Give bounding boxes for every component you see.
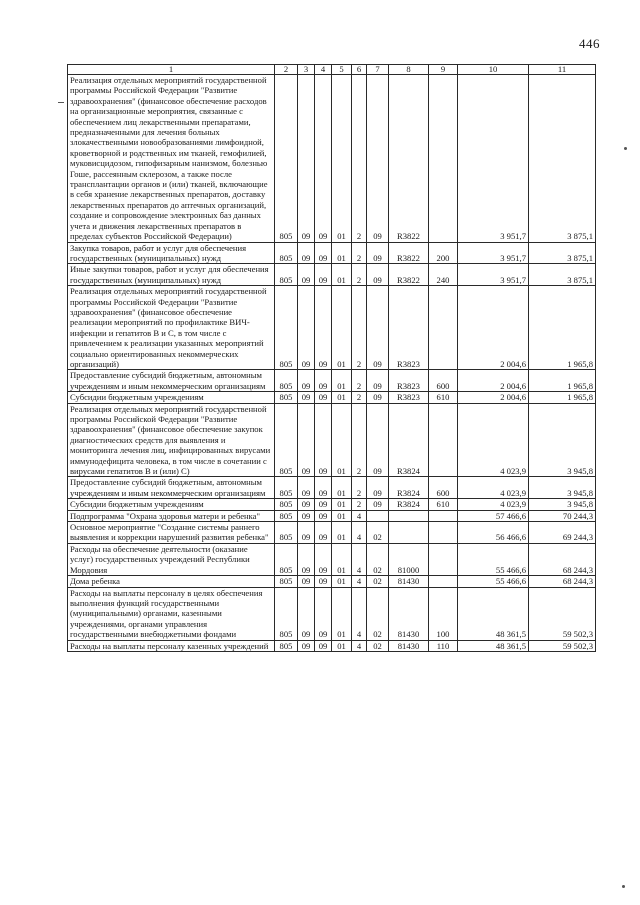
code-cell: R3822 <box>389 75 429 243</box>
row-name-cell: Расходы на обеспечение деятельности (оказание услуг) государственных учреждений Республики Мордовия <box>68 543 275 575</box>
code-cell <box>429 522 458 544</box>
page-number: 446 <box>579 36 600 51</box>
code-cell: 09 <box>315 264 332 286</box>
code-cell: 09 <box>315 242 332 264</box>
code-cell: 09 <box>367 264 389 286</box>
code-cell: 09 <box>367 392 389 403</box>
amount-cell: 2 004,6 <box>458 370 529 392</box>
code-cell: 81000 <box>389 543 429 575</box>
code-cell <box>429 75 458 243</box>
amount-cell: 57 466,6 <box>458 510 529 521</box>
code-cell: 805 <box>275 264 298 286</box>
table-row <box>68 576 596 587</box>
code-cell: 2 <box>352 370 367 392</box>
code-cell: R3824 <box>389 403 429 477</box>
code-cell: 805 <box>275 242 298 264</box>
budget-table <box>67 64 596 652</box>
col-header: 8 <box>389 65 429 75</box>
code-cell: 09 <box>315 403 332 477</box>
code-cell: 805 <box>275 477 298 499</box>
code-cell: 02 <box>367 522 389 544</box>
code-cell: 4 <box>352 543 367 575</box>
amount-cell: 59 502,3 <box>529 640 596 651</box>
col-header: 1 <box>68 65 275 75</box>
row-name-cell: Закупка товаров, работ и услуг для обеспечения государственных (муниципальных) нужд <box>68 242 275 264</box>
table-row <box>68 522 596 544</box>
code-cell: 600 <box>429 477 458 499</box>
code-cell: 09 <box>298 640 315 651</box>
code-cell: R3823 <box>389 286 429 370</box>
code-cell: 100 <box>429 587 458 640</box>
code-cell: 805 <box>275 370 298 392</box>
code-cell: 4 <box>352 510 367 521</box>
code-cell: 09 <box>298 242 315 264</box>
code-cell: 805 <box>275 286 298 370</box>
table-row <box>68 286 596 370</box>
code-cell: 805 <box>275 75 298 243</box>
code-cell: 01 <box>332 403 352 477</box>
code-cell: 4 <box>352 640 367 651</box>
table-row <box>68 75 596 243</box>
code-cell: R3824 <box>389 477 429 499</box>
amount-cell: 3 945,8 <box>529 403 596 477</box>
code-cell: R3822 <box>389 264 429 286</box>
code-cell: 01 <box>332 522 352 544</box>
code-cell: R3824 <box>389 499 429 510</box>
col-header: 7 <box>367 65 389 75</box>
code-cell: 09 <box>315 576 332 587</box>
code-cell: 2 <box>352 75 367 243</box>
code-cell: 09 <box>315 499 332 510</box>
code-cell: 610 <box>429 392 458 403</box>
code-cell: 09 <box>298 75 315 243</box>
code-cell: 805 <box>275 576 298 587</box>
code-cell <box>429 543 458 575</box>
code-cell: 09 <box>298 286 315 370</box>
code-cell: 01 <box>332 640 352 651</box>
col-header: 9 <box>429 65 458 75</box>
code-cell: 09 <box>298 477 315 499</box>
code-cell: 09 <box>315 543 332 575</box>
amount-cell: 1 965,8 <box>529 392 596 403</box>
code-cell: 2 <box>352 286 367 370</box>
table-row <box>68 543 596 575</box>
code-cell: 02 <box>367 587 389 640</box>
table-row <box>68 477 596 499</box>
code-cell: 01 <box>332 392 352 403</box>
amount-cell: 48 361,5 <box>458 587 529 640</box>
scan-speck <box>58 102 64 103</box>
code-cell: 01 <box>332 499 352 510</box>
amount-cell: 3 951,7 <box>458 242 529 264</box>
code-cell: 09 <box>367 75 389 243</box>
amount-cell: 69 244,3 <box>529 522 596 544</box>
code-cell <box>389 510 429 521</box>
code-cell: 110 <box>429 640 458 651</box>
code-cell: 09 <box>367 499 389 510</box>
code-cell: 2 <box>352 392 367 403</box>
row-name-cell: Реализация отдельных мероприятий государственной программы Российской Федерации "Развитие здравоохранения" (финансовое обеспечение закупок диагностических средств для выявления и мониторинга лечения лиц, инфицированных вирусами иммунодефицита человека, в том числе в сочетании с вирусами гепатитов В и (или) С) <box>68 403 275 477</box>
amount-cell: 55 466,6 <box>458 543 529 575</box>
table-body <box>68 75 596 652</box>
amount-cell: 4 023,9 <box>458 499 529 510</box>
amount-cell: 3 951,7 <box>458 264 529 286</box>
code-cell: 09 <box>315 510 332 521</box>
amount-cell: 3 875,1 <box>529 242 596 264</box>
code-cell: 01 <box>332 576 352 587</box>
col-header: 4 <box>315 65 332 75</box>
amount-cell: 3 945,8 <box>529 499 596 510</box>
row-name-cell: Расходы на выплаты персоналу в целях обеспечения выполнения функций государственными (муниципальными) органами, казенными учреждениями, органами управления государственными внебюджетными фондами <box>68 587 275 640</box>
col-header: 5 <box>332 65 352 75</box>
table-row <box>68 264 596 286</box>
code-cell: 09 <box>315 477 332 499</box>
code-cell: 01 <box>332 242 352 264</box>
table-row <box>68 640 596 651</box>
table-row <box>68 403 596 477</box>
code-cell: R3823 <box>389 370 429 392</box>
code-cell: 02 <box>367 543 389 575</box>
col-header: 11 <box>529 65 596 75</box>
table-row <box>68 587 596 640</box>
code-cell: 81430 <box>389 640 429 651</box>
code-cell: 81430 <box>389 587 429 640</box>
code-cell: 09 <box>298 543 315 575</box>
code-cell: 09 <box>298 264 315 286</box>
row-name-cell: Подпрограмма "Охрана здоровья матери и ребенка" <box>68 510 275 521</box>
code-cell: 01 <box>332 587 352 640</box>
col-header: 6 <box>352 65 367 75</box>
code-cell: 4 <box>352 522 367 544</box>
code-cell: 09 <box>315 640 332 651</box>
code-cell: 4 <box>352 576 367 587</box>
amount-cell: 1 965,8 <box>529 370 596 392</box>
amount-cell: 2 004,6 <box>458 286 529 370</box>
code-cell: 01 <box>332 477 352 499</box>
code-cell: 02 <box>367 640 389 651</box>
code-cell: 4 <box>352 587 367 640</box>
amount-cell: 3 951,7 <box>458 75 529 243</box>
row-name-cell: Реализация отдельных мероприятий государственной программы Российской Федерации "Развитие здравоохранения" (финансовое обеспечение реализации мероприятий по профилактике ВИЧ-инфекции и гепатитов В и С, в том числе с привлечением к реализации указанных мероприятий социально ориентированных некоммерческих организаций) <box>68 286 275 370</box>
amount-cell: 3 875,1 <box>529 75 596 243</box>
code-cell <box>389 522 429 544</box>
code-cell: 09 <box>367 403 389 477</box>
table-row <box>68 499 596 510</box>
table-row <box>68 510 596 521</box>
code-cell: 09 <box>298 587 315 640</box>
code-cell: 09 <box>367 286 389 370</box>
code-cell: 2 <box>352 242 367 264</box>
code-cell: 09 <box>315 75 332 243</box>
amount-cell: 2 004,6 <box>458 392 529 403</box>
code-cell <box>429 576 458 587</box>
code-cell: 805 <box>275 543 298 575</box>
code-cell: 240 <box>429 264 458 286</box>
code-cell: 09 <box>298 510 315 521</box>
table-row <box>68 370 596 392</box>
code-cell: 805 <box>275 403 298 477</box>
code-cell: 02 <box>367 576 389 587</box>
code-cell: 09 <box>315 587 332 640</box>
code-cell: 09 <box>367 242 389 264</box>
code-cell: 09 <box>315 522 332 544</box>
code-cell: 2 <box>352 499 367 510</box>
amount-cell: 3 945,8 <box>529 477 596 499</box>
amount-cell: 55 466,6 <box>458 576 529 587</box>
code-cell: 09 <box>298 392 315 403</box>
amount-cell: 4 023,9 <box>458 403 529 477</box>
code-cell: 01 <box>332 510 352 521</box>
code-cell: R3822 <box>389 242 429 264</box>
code-cell: 09 <box>298 370 315 392</box>
row-name-cell: Расходы на выплаты персоналу казенных учреждений <box>68 640 275 651</box>
code-cell: 01 <box>332 286 352 370</box>
code-cell: 01 <box>332 264 352 286</box>
code-cell: 01 <box>332 543 352 575</box>
scan-speck <box>622 885 625 888</box>
row-name-cell: Субсидии бюджетным учреждениям <box>68 499 275 510</box>
amount-cell: 48 361,5 <box>458 640 529 651</box>
code-cell: 81430 <box>389 576 429 587</box>
row-name-cell: Реализация отдельных мероприятий государственной программы Российской Федерации "Развитие здравоохранения" (финансовое обеспечение расходов на организационные мероприятия, связанные с обеспечением лиц лекарственными препаратами, предназначенными для лечения больных злокачественными новообразованиями лимфоидной, кроветворной и родственных им тканей, гемофилией, муковисцидозом, гипофизарным нанизмом, болезнью Гоше, рассеянным склерозом, а также после трансплантации органов и (или) тканей, включающие в себя хранение лекарственных препаратов, доставку лекарственных препаратов до аптечных организаций, создание и сопровождение электронных баз данных учета и движения лекарственных препаратов в пределах субъектов Российской Федерации) <box>68 75 275 243</box>
code-cell: 2 <box>352 264 367 286</box>
code-cell: 805 <box>275 392 298 403</box>
code-cell: 09 <box>298 403 315 477</box>
code-cell: 610 <box>429 499 458 510</box>
row-name-cell: Иные закупки товаров, работ и услуг для обеспечения государственных (муниципальных) нужд <box>68 264 275 286</box>
row-name-cell: Предоставление субсидий бюджетным, автономным учреждениям и иным некоммерческим организациям <box>68 477 275 499</box>
table-row <box>68 242 596 264</box>
col-header: 2 <box>275 65 298 75</box>
row-name-cell: Дома ребенка <box>68 576 275 587</box>
code-cell <box>429 510 458 521</box>
code-cell: 09 <box>315 286 332 370</box>
col-header: 3 <box>298 65 315 75</box>
code-cell: 09 <box>367 370 389 392</box>
amount-cell: 59 502,3 <box>529 587 596 640</box>
code-cell: 09 <box>315 392 332 403</box>
amount-cell: 3 875,1 <box>529 264 596 286</box>
code-cell <box>367 510 389 521</box>
code-cell: 2 <box>352 477 367 499</box>
code-cell: R3823 <box>389 392 429 403</box>
amount-cell: 68 244,3 <box>529 543 596 575</box>
code-cell: 2 <box>352 403 367 477</box>
row-name-cell: Субсидии бюджетным учреждениям <box>68 392 275 403</box>
amount-cell: 68 244,3 <box>529 576 596 587</box>
code-cell <box>429 403 458 477</box>
code-cell: 805 <box>275 587 298 640</box>
code-cell: 600 <box>429 370 458 392</box>
code-cell: 01 <box>332 370 352 392</box>
code-cell: 09 <box>298 576 315 587</box>
row-name-cell: Основное мероприятие "Создание системы раннего выявления и коррекции нарушений развития ребенка" <box>68 522 275 544</box>
amount-cell: 70 244,3 <box>529 510 596 521</box>
col-header: 10 <box>458 65 529 75</box>
table-header-row <box>68 65 596 75</box>
amount-cell: 1 965,8 <box>529 286 596 370</box>
code-cell: 09 <box>367 477 389 499</box>
table-row <box>68 392 596 403</box>
amount-cell: 4 023,9 <box>458 477 529 499</box>
code-cell: 805 <box>275 510 298 521</box>
code-cell: 09 <box>298 522 315 544</box>
code-cell: 200 <box>429 242 458 264</box>
amount-cell: 56 466,6 <box>458 522 529 544</box>
code-cell: 805 <box>275 522 298 544</box>
code-cell: 805 <box>275 499 298 510</box>
code-cell: 09 <box>298 499 315 510</box>
code-cell: 01 <box>332 75 352 243</box>
code-cell: 805 <box>275 640 298 651</box>
row-name-cell: Предоставление субсидий бюджетным, автономным учреждениям и иным некоммерческим организациям <box>68 370 275 392</box>
scan-speck <box>624 147 627 150</box>
code-cell: 09 <box>315 370 332 392</box>
code-cell <box>429 286 458 370</box>
